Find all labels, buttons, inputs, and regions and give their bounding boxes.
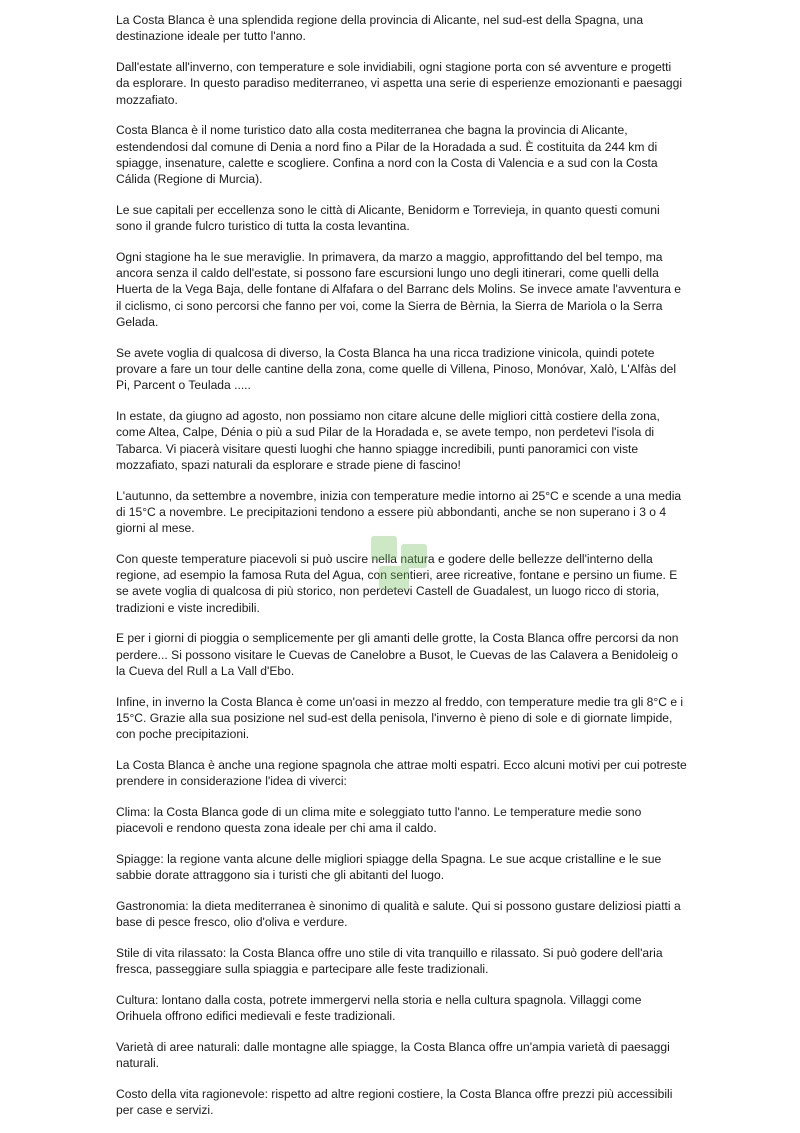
- document-body: [116, 12, 688, 1133]
- paragraph-winter: Infine, in inverno la Costa Blanca è come un'oasi in mezzo al freddo, con temperature medie tra gli 8°C e i 15°C. Grazie alla sua posizione nel sud-est della penisola, l'inverno è pieno di sole e di giornate limpide, con poche precipitazioni.: [116, 694, 684, 742]
- paragraph-capitals: Le sue capitali per eccellenza sono le città di Alicante, Benidorm e Torrevieja, in quanto questi comuni sono il grande fulcro turistico di tutta la costa levantina.: [116, 202, 660, 234]
- paragraph-definition: Costa Blanca è il nome turistico dato alla costa mediterranea che bagna la provincia di Alicante, estendendosi dal comune di Denia a nord fino a Pilar de la Horadada a sud. È costituita da 244 km di spiagge, insenature, calette e scogliere. Confina a nord con la Costa di Valencia e a sud con la Costa Cálida (Regione di Murcia).: [116, 123, 658, 187]
- paragraph-summer: In estate, da giugno ad agosto, non possiamo non citare alcune delle migliori città costiere della zona, come Altea, Calpe, Dénia o più a sud Pilar de la Horadada e, se avete tempo, non perdetevi l'isola di Tabarca. Vi piacerà visitare questi luoghi che hanno spiagge incredibili, punti panoramici con viste mozzafiato, spazi naturali da esplorare e strade piene di fascino!: [116, 408, 660, 472]
- paragraph-intro: La Costa Blanca è una splendida regione della provincia di Alicante, nel sud-est della Spagna, una destinazione ideale per tutto l'anno.: [116, 13, 644, 44]
- paragraph-cost-of-living: Costo della vita ragionevole: rispetto ad altre regioni costiere, la Costa Blanca offre prezzi più accessibili per case e servizi.: [116, 1086, 673, 1118]
- paragraph-wine: Se avete voglia di qualcosa di diverso, la Costa Blanca ha una ricca tradizione vinicola, quindi potete provare a fare un tour delle cantine della zona, come quelle di Villena, Pinoso, Monóvar, Xalò, L'Alfàs del Pi, Parcent o Teulada .....: [116, 345, 677, 393]
- paragraph-gastronomy: Gastronomia: la dieta mediterranea è sinonimo di qualità e salute. Qui si possono gustare deliziosi piatti a base di pesce fresco, olio d'oliva e verdure.: [116, 898, 681, 930]
- paragraph-nature: Varietà di aree naturali: dalle montagne alle spiagge, la Costa Blanca offre un'ampia varietà di paesaggi naturali.: [116, 1039, 670, 1071]
- paragraph-caves: E per i giorni di pioggia o semplicemente per gli amanti delle grotte, la Costa Blanca offre percorsi da non perdere... Si possono visitare le Cuevas de Canelobre a Busot, le Cuevas de las Calavera a Benidoleig o la Cueva del Rull a La Vall d'Ebo.: [116, 631, 679, 679]
- paragraph-interior: Con queste temperature piacevoli si può uscire nella natura e godere delle bellezze dell'interno della regione, ad esempio la famosa Ruta del Agua, con sentieri, aree ricreative, fontane e persino un fiume. E se avete voglia di qualcosa di più storico, non perdetevi Castell de Guadalest, un luogo ricco di storia, tradizioni e viste incredibili.: [116, 551, 678, 615]
- paragraph-seasons-overview: Dall'estate all'inverno, con temperature e sole invidiabili, ogni stagione porta con sé avventure e progetti da esplorare. In questo paradiso mediterraneo, vi aspetta una serie di esperienze emozionanti e paesaggi mozzafiato.: [116, 59, 683, 107]
- paragraph-beaches: Spiagge: la regione vanta alcune delle migliori spiagge della Spagna. Le sue acque cristalline e le sue sabbie dorate attraggono sia i turisti che gli abitanti del luogo.: [116, 851, 662, 883]
- paragraph-autumn: L'autunno, da settembre a novembre, inizia con temperature medie intorno ai 25°C e scende a una media di 15°C a novembre. Le precipitazioni tendono a essere più abbondanti, anche se non superano i 3 o 4 giorni al mese.: [116, 488, 682, 536]
- paragraph-expats: La Costa Blanca è anche una regione spagnola che attrae molti espatri. Ecco alcuni motivi per cui potreste prendere in considerazione l'idea di viverci:: [116, 757, 687, 789]
- paragraph-spring: Ogni stagione ha le sue meraviglie. In primavera, da marzo a maggio, approfittando del bel tempo, ma ancora senza il caldo dell'estate, si possono fare escursioni lungo uno degli itinerari, come quelli della Huerta de la Vega Baja, delle fontane di Alfafara o del Barranc dels Molins. Se invece amate l'avventura e il ciclismo, ci sono percorsi che fanno per voi, come la Sierra de Bèrnia, la Sierra de Mariola o la Serra Gelada.: [116, 249, 682, 330]
- paragraph-climate: Clima: la Costa Blanca gode di un clima mite e soleggiato tutto l'anno. Le temperature medie sono piacevoli e rendono questa zona ideale per chi ama il caldo.: [116, 804, 642, 836]
- paragraph-lifestyle: Stile di vita rilassato: la Costa Blanca offre uno stile di vita tranquillo e rilassato. Si può godere dell'aria fresca, passeggiare sulla spiaggia e partecipare alle feste tradizionali.: [116, 945, 663, 977]
- paragraph-culture: Cultura: lontano dalla costa, potrete immergervi nella storia e nella cultura spagnola. Villaggi come Orihuela offrono edifici medievali e feste tradizionali.: [116, 992, 642, 1024]
